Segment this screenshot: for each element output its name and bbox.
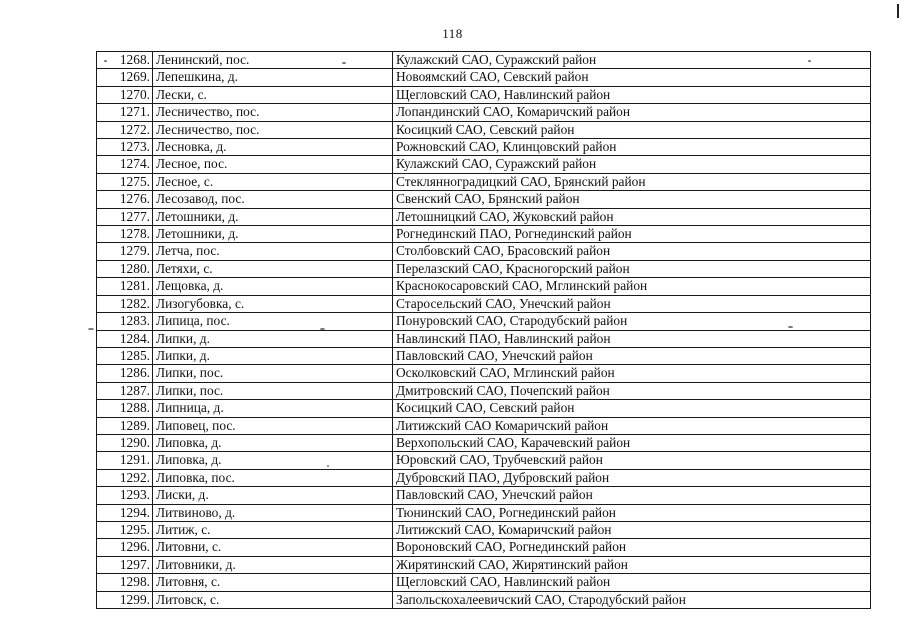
settlement-name-cell: Лепешкина, д.	[153, 69, 393, 86]
settlement-name-cell: Липница, д.	[153, 400, 393, 417]
settlement-name-cell: Литиж, с.	[153, 521, 393, 538]
table-row	[97, 295, 871, 312]
settlement-name-cell: Лесновка, д.	[153, 139, 393, 156]
row-number-cell: 1298.	[97, 574, 153, 591]
administration-cell: Рогнединский ПАО, Рогнединский район	[393, 226, 871, 243]
settlements-table-body	[97, 52, 871, 609]
table-row	[97, 365, 871, 382]
row-number-cell: 1297.	[97, 556, 153, 573]
administration-cell: Дмитровский САО, Почепский район	[393, 382, 871, 399]
row-number-cell: 1287.	[97, 382, 153, 399]
settlements-table	[96, 51, 871, 609]
row-number-cell: 1277.	[97, 208, 153, 225]
row-number-cell: 1281.	[97, 278, 153, 295]
settlement-name-cell: Лесничество, пос.	[153, 104, 393, 121]
table-row	[97, 434, 871, 451]
settlement-name-cell: Литвиново, д.	[153, 504, 393, 521]
settlement-name-cell: Литовни, с.	[153, 539, 393, 556]
settlement-name-cell: Лизогубовка, с.	[153, 295, 393, 312]
table-row	[97, 417, 871, 434]
table-row	[97, 487, 871, 504]
row-number-cell: 1294.	[97, 504, 153, 521]
row-number-cell: 1273.	[97, 139, 153, 156]
administration-cell: Старосельский САО, Унечский район	[393, 295, 871, 312]
settlement-name-cell: Липки, д.	[153, 330, 393, 347]
row-number-cell: 1293.	[97, 487, 153, 504]
row-number-cell: 1296.	[97, 539, 153, 556]
settlement-name-cell: Лесное, с.	[153, 173, 393, 190]
settlement-name-cell: Липовка, д.	[153, 452, 393, 469]
table-row	[97, 452, 871, 469]
table-row	[97, 278, 871, 295]
administration-cell: Павловский САО, Унечский район	[393, 487, 871, 504]
table-row	[97, 226, 871, 243]
table-row	[97, 69, 871, 86]
administration-cell: Летошницкий САО, Жуковский район	[393, 208, 871, 225]
administration-cell: Щегловский САО, Навлинский район	[393, 574, 871, 591]
table-row	[97, 400, 871, 417]
table-row	[97, 243, 871, 260]
row-number-cell: 1272.	[97, 121, 153, 138]
row-number-cell: 1286.	[97, 365, 153, 382]
settlement-name-cell: Лиски, д.	[153, 487, 393, 504]
administration-cell: Жирятинский САО, Жирятинский район	[393, 556, 871, 573]
settlement-name-cell: Литовники, д.	[153, 556, 393, 573]
administration-cell: Косицкий САО, Севский район	[393, 121, 871, 138]
row-number-cell: 1276.	[97, 191, 153, 208]
table-row	[97, 504, 871, 521]
table-row	[97, 156, 871, 173]
row-number-cell: 1291.	[97, 452, 153, 469]
table-row	[97, 330, 871, 347]
row-number-cell: 1282.	[97, 295, 153, 312]
scan-edge-mark	[897, 4, 899, 18]
table-row	[97, 347, 871, 364]
table-row	[97, 313, 871, 330]
settlement-name-cell: Липки, пос.	[153, 365, 393, 382]
settlement-name-cell: Липовец, пос.	[153, 417, 393, 434]
administration-cell: Литижский САО, Комаричский район	[393, 521, 871, 538]
settlement-name-cell: Липица, пос.	[153, 313, 393, 330]
administration-cell: Запольскохалеевичский САО, Стародубский район	[393, 591, 871, 608]
settlement-name-cell: Летча, пос.	[153, 243, 393, 260]
table-row	[97, 121, 871, 138]
row-number-cell: 1288.	[97, 400, 153, 417]
administration-cell: Литижский САО Комаричский район	[393, 417, 871, 434]
table-row	[97, 591, 871, 608]
settlement-name-cell: Литовск, с.	[153, 591, 393, 608]
settlement-name-cell: Ленинский, пос.	[153, 52, 393, 69]
administration-cell: Кулажский САО, Суражский район	[393, 156, 871, 173]
administration-cell: Юровский САО, Трубчевский район	[393, 452, 871, 469]
settlement-name-cell: Лесозавод, пос.	[153, 191, 393, 208]
table-row	[97, 539, 871, 556]
administration-cell: Дубровский ПАО, Дубровский район	[393, 469, 871, 486]
row-number-cell: 1299.	[97, 591, 153, 608]
row-number-cell: 1279.	[97, 243, 153, 260]
administration-cell: Понуровский САО, Стародубский район	[393, 313, 871, 330]
table-row	[97, 104, 871, 121]
administration-cell: Перелазский САО, Красногорский район	[393, 260, 871, 277]
administration-cell: Лопандинский САО, Комаричский район	[393, 104, 871, 121]
row-number-cell: 1274.	[97, 156, 153, 173]
row-number-cell: 1268.	[97, 52, 153, 69]
row-number-cell: 1275.	[97, 173, 153, 190]
table-row	[97, 382, 871, 399]
row-number-cell: 1280.	[97, 260, 153, 277]
settlement-name-cell: Лесничество, пос.	[153, 121, 393, 138]
administration-cell: Рожновский САО, Клинцовский район	[393, 139, 871, 156]
settlement-name-cell: Летошники, д.	[153, 226, 393, 243]
administration-cell: Навлинский ПАО, Навлинский район	[393, 330, 871, 347]
settlement-name-cell: Летяхи, с.	[153, 260, 393, 277]
table-row	[97, 469, 871, 486]
row-number-cell: 1271.	[97, 104, 153, 121]
page-number: 118	[442, 26, 463, 41]
administration-cell: Осколковский САО, Мглинский район	[393, 365, 871, 382]
row-number-cell: 1269.	[97, 69, 153, 86]
row-number-cell: 1295.	[97, 521, 153, 538]
row-number-cell: 1285.	[97, 347, 153, 364]
settlement-name-cell: Лещовка, д.	[153, 278, 393, 295]
administration-cell: Столбовский САО, Брасовский район	[393, 243, 871, 260]
administration-cell: Вороновский САО, Рогнединский район	[393, 539, 871, 556]
administration-cell: Щегловский САО, Навлинский район	[393, 86, 871, 103]
row-number-cell: 1284.	[97, 330, 153, 347]
row-number-cell: 1289.	[97, 417, 153, 434]
settlement-name-cell: Липовка, пос.	[153, 469, 393, 486]
table-row	[97, 521, 871, 538]
table-row	[97, 574, 871, 591]
administration-cell: Тюнинский САО, Рогнединский район	[393, 504, 871, 521]
table-row	[97, 52, 871, 69]
table-row	[97, 139, 871, 156]
table-row	[97, 260, 871, 277]
settlement-name-cell: Липки, пос.	[153, 382, 393, 399]
administration-cell: Косицкий САО, Севский район	[393, 400, 871, 417]
row-number-cell: 1270.	[97, 86, 153, 103]
table-row	[97, 208, 871, 225]
administration-cell: Свенский САО, Брянский район	[393, 191, 871, 208]
settlement-name-cell: Лесное, пос.	[153, 156, 393, 173]
table-row	[97, 556, 871, 573]
row-number-cell: 1283.	[97, 313, 153, 330]
administration-cell: Павловский САО, Унечский район	[393, 347, 871, 364]
table-row	[97, 86, 871, 103]
row-number-cell: 1290.	[97, 434, 153, 451]
row-number-cell: 1292.	[97, 469, 153, 486]
administration-cell: Новоямский САО, Севский район	[393, 69, 871, 86]
table-row	[97, 191, 871, 208]
table-row	[97, 173, 871, 190]
settlement-name-cell: Литовня, с.	[153, 574, 393, 591]
settlement-name-cell: Липовка, д.	[153, 434, 393, 451]
row-number-cell: 1278.	[97, 226, 153, 243]
settlement-name-cell: Лески, с.	[153, 86, 393, 103]
settlement-name-cell: Летошники, д.	[153, 208, 393, 225]
administration-cell: Кулажский САО, Суражский район	[393, 52, 871, 69]
administration-cell: Верхопольский САО, Карачевский район	[393, 434, 871, 451]
settlement-name-cell: Липки, д.	[153, 347, 393, 364]
administration-cell: Стеклянноградицкий САО, Брянский район	[393, 173, 871, 190]
administration-cell: Краснокосаровский САО, Мглинский район	[393, 278, 871, 295]
